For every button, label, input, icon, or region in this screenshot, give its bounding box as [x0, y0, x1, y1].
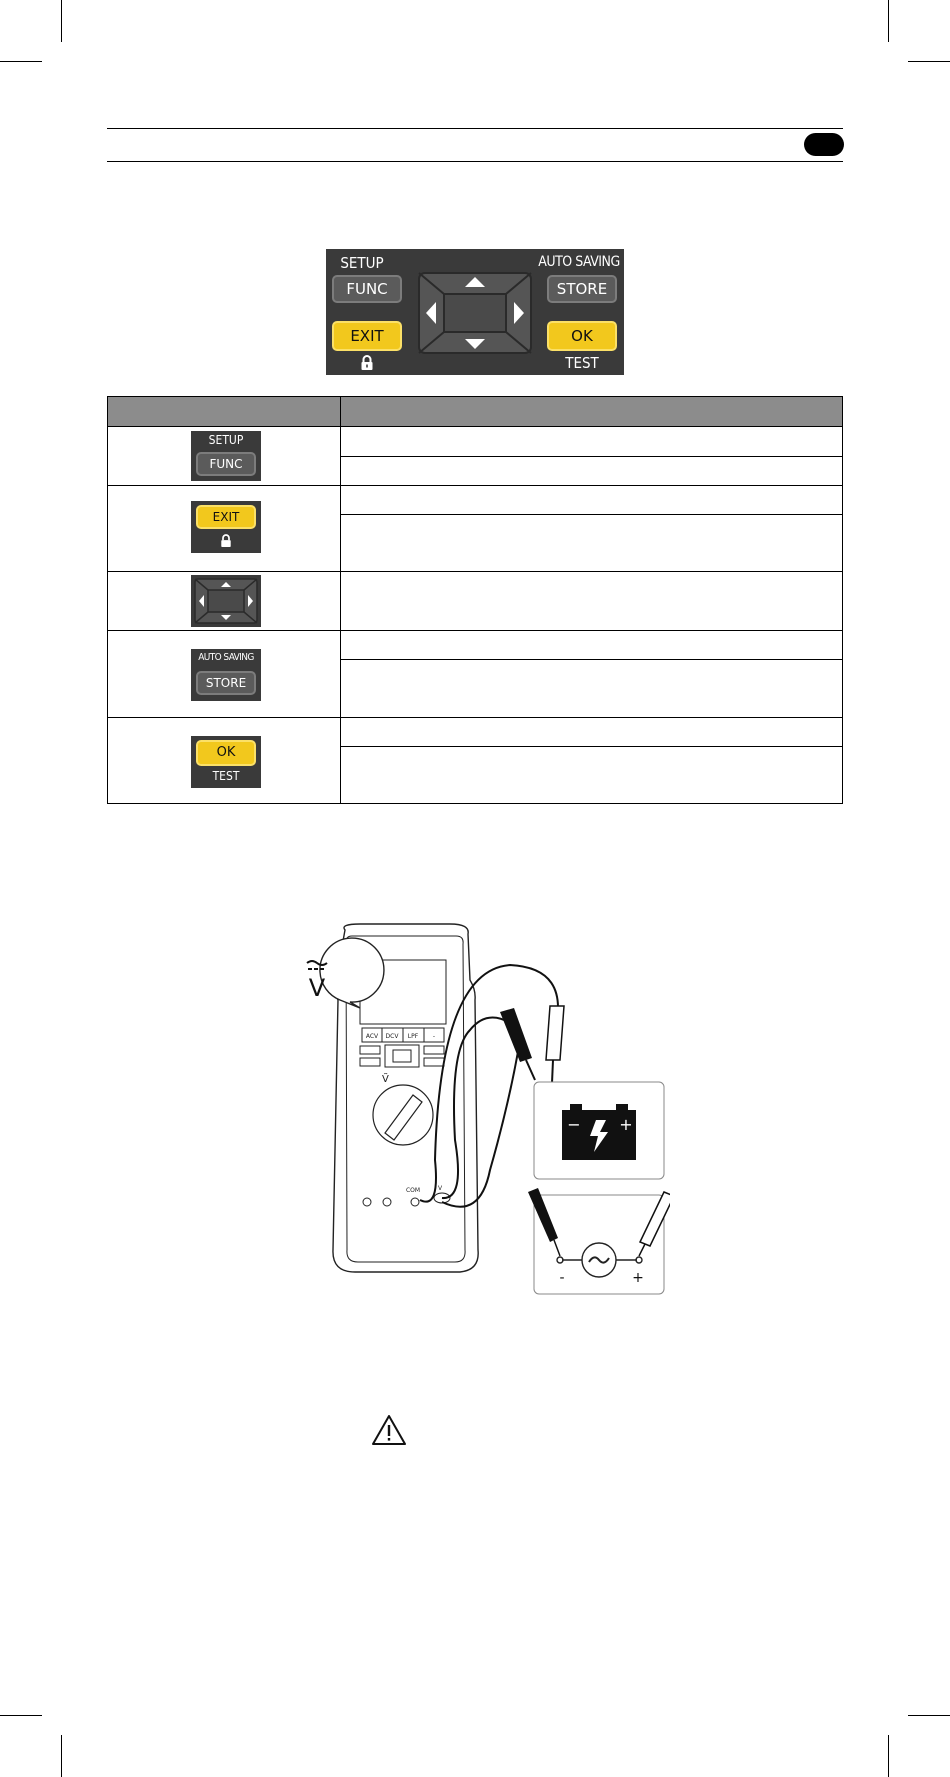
keypad-panel: [326, 249, 624, 375]
subrow-separator: [340, 456, 842, 457]
crop-mark: [908, 1715, 950, 1716]
page-number-badge: [804, 133, 844, 156]
row-separator: [108, 630, 842, 631]
voltage-callout: [307, 938, 384, 1008]
table-header: [108, 397, 842, 427]
mini-func-button: FUNC: [196, 452, 256, 476]
mini-exit-key: [191, 501, 261, 553]
crop-mark: [61, 0, 62, 42]
terminal-com-label: COM: [405, 1187, 421, 1194]
dpad[interactable]: [418, 272, 532, 354]
meter-button-dcv: DCV: [385, 1033, 399, 1040]
mini-store-button: STORE: [196, 671, 256, 695]
black-probe: [500, 1008, 535, 1080]
mini-test-label: TEST: [212, 769, 240, 783]
row-separator: [108, 571, 842, 572]
crop-mark: [0, 1715, 42, 1716]
lock-icon: [360, 355, 374, 371]
dial-symbol: Ṽ: [382, 1074, 389, 1085]
setup-label: SETUP: [340, 254, 384, 272]
battery-minus: −: [567, 1115, 581, 1134]
voltage-symbol: V: [308, 974, 326, 1002]
mini-dpad: [191, 575, 261, 627]
mini-exit-button: EXIT: [196, 505, 256, 529]
mini-setup-label: SETUP: [208, 433, 244, 447]
red-probe: [546, 1006, 564, 1083]
mini-func-key: [191, 431, 261, 481]
key-function-table: [107, 396, 843, 804]
auto-saving-label: AUTO SAVING: [538, 254, 620, 270]
row-separator: [108, 485, 842, 486]
crop-mark: [888, 1735, 889, 1777]
mini-auto-saving-label: AUTO SAVING: [198, 652, 254, 663]
subrow-separator: [340, 659, 842, 660]
mini-ok-button: OK: [196, 740, 256, 766]
terminal-v-label: V: [437, 1185, 443, 1192]
battery-icon: [562, 1104, 636, 1160]
meter-button-lpf: LPF: [407, 1033, 419, 1040]
ac-minus: -: [559, 1270, 565, 1286]
store-button[interactable]: STORE: [547, 275, 617, 303]
subrow-separator: [340, 514, 842, 515]
battery-plus: +: [619, 1115, 633, 1134]
ac-plus: +: [632, 1270, 644, 1286]
crop-mark: [888, 0, 889, 42]
header-bottom-rule: [107, 161, 843, 162]
row-separator: [108, 717, 842, 718]
func-button[interactable]: FUNC: [332, 275, 402, 303]
mini-store-key: [191, 649, 261, 701]
crop-mark: [61, 1735, 62, 1777]
test-label: TEST: [565, 354, 599, 372]
crop-mark: [908, 61, 950, 62]
header-top-rule: [107, 128, 843, 129]
ok-button[interactable]: OK: [547, 321, 617, 351]
lock-icon: [220, 534, 232, 548]
subrow-separator: [340, 746, 842, 747]
meter-button-dash: -: [432, 1033, 436, 1040]
voltage-measurement-diagram: [270, 920, 670, 1300]
column-divider: [340, 397, 341, 803]
crop-mark: [0, 61, 42, 62]
meter-button-acv: ACV: [365, 1033, 379, 1040]
exit-button[interactable]: EXIT: [332, 321, 402, 351]
warning-icon: [371, 1414, 407, 1446]
mini-ok-key: [191, 736, 261, 788]
